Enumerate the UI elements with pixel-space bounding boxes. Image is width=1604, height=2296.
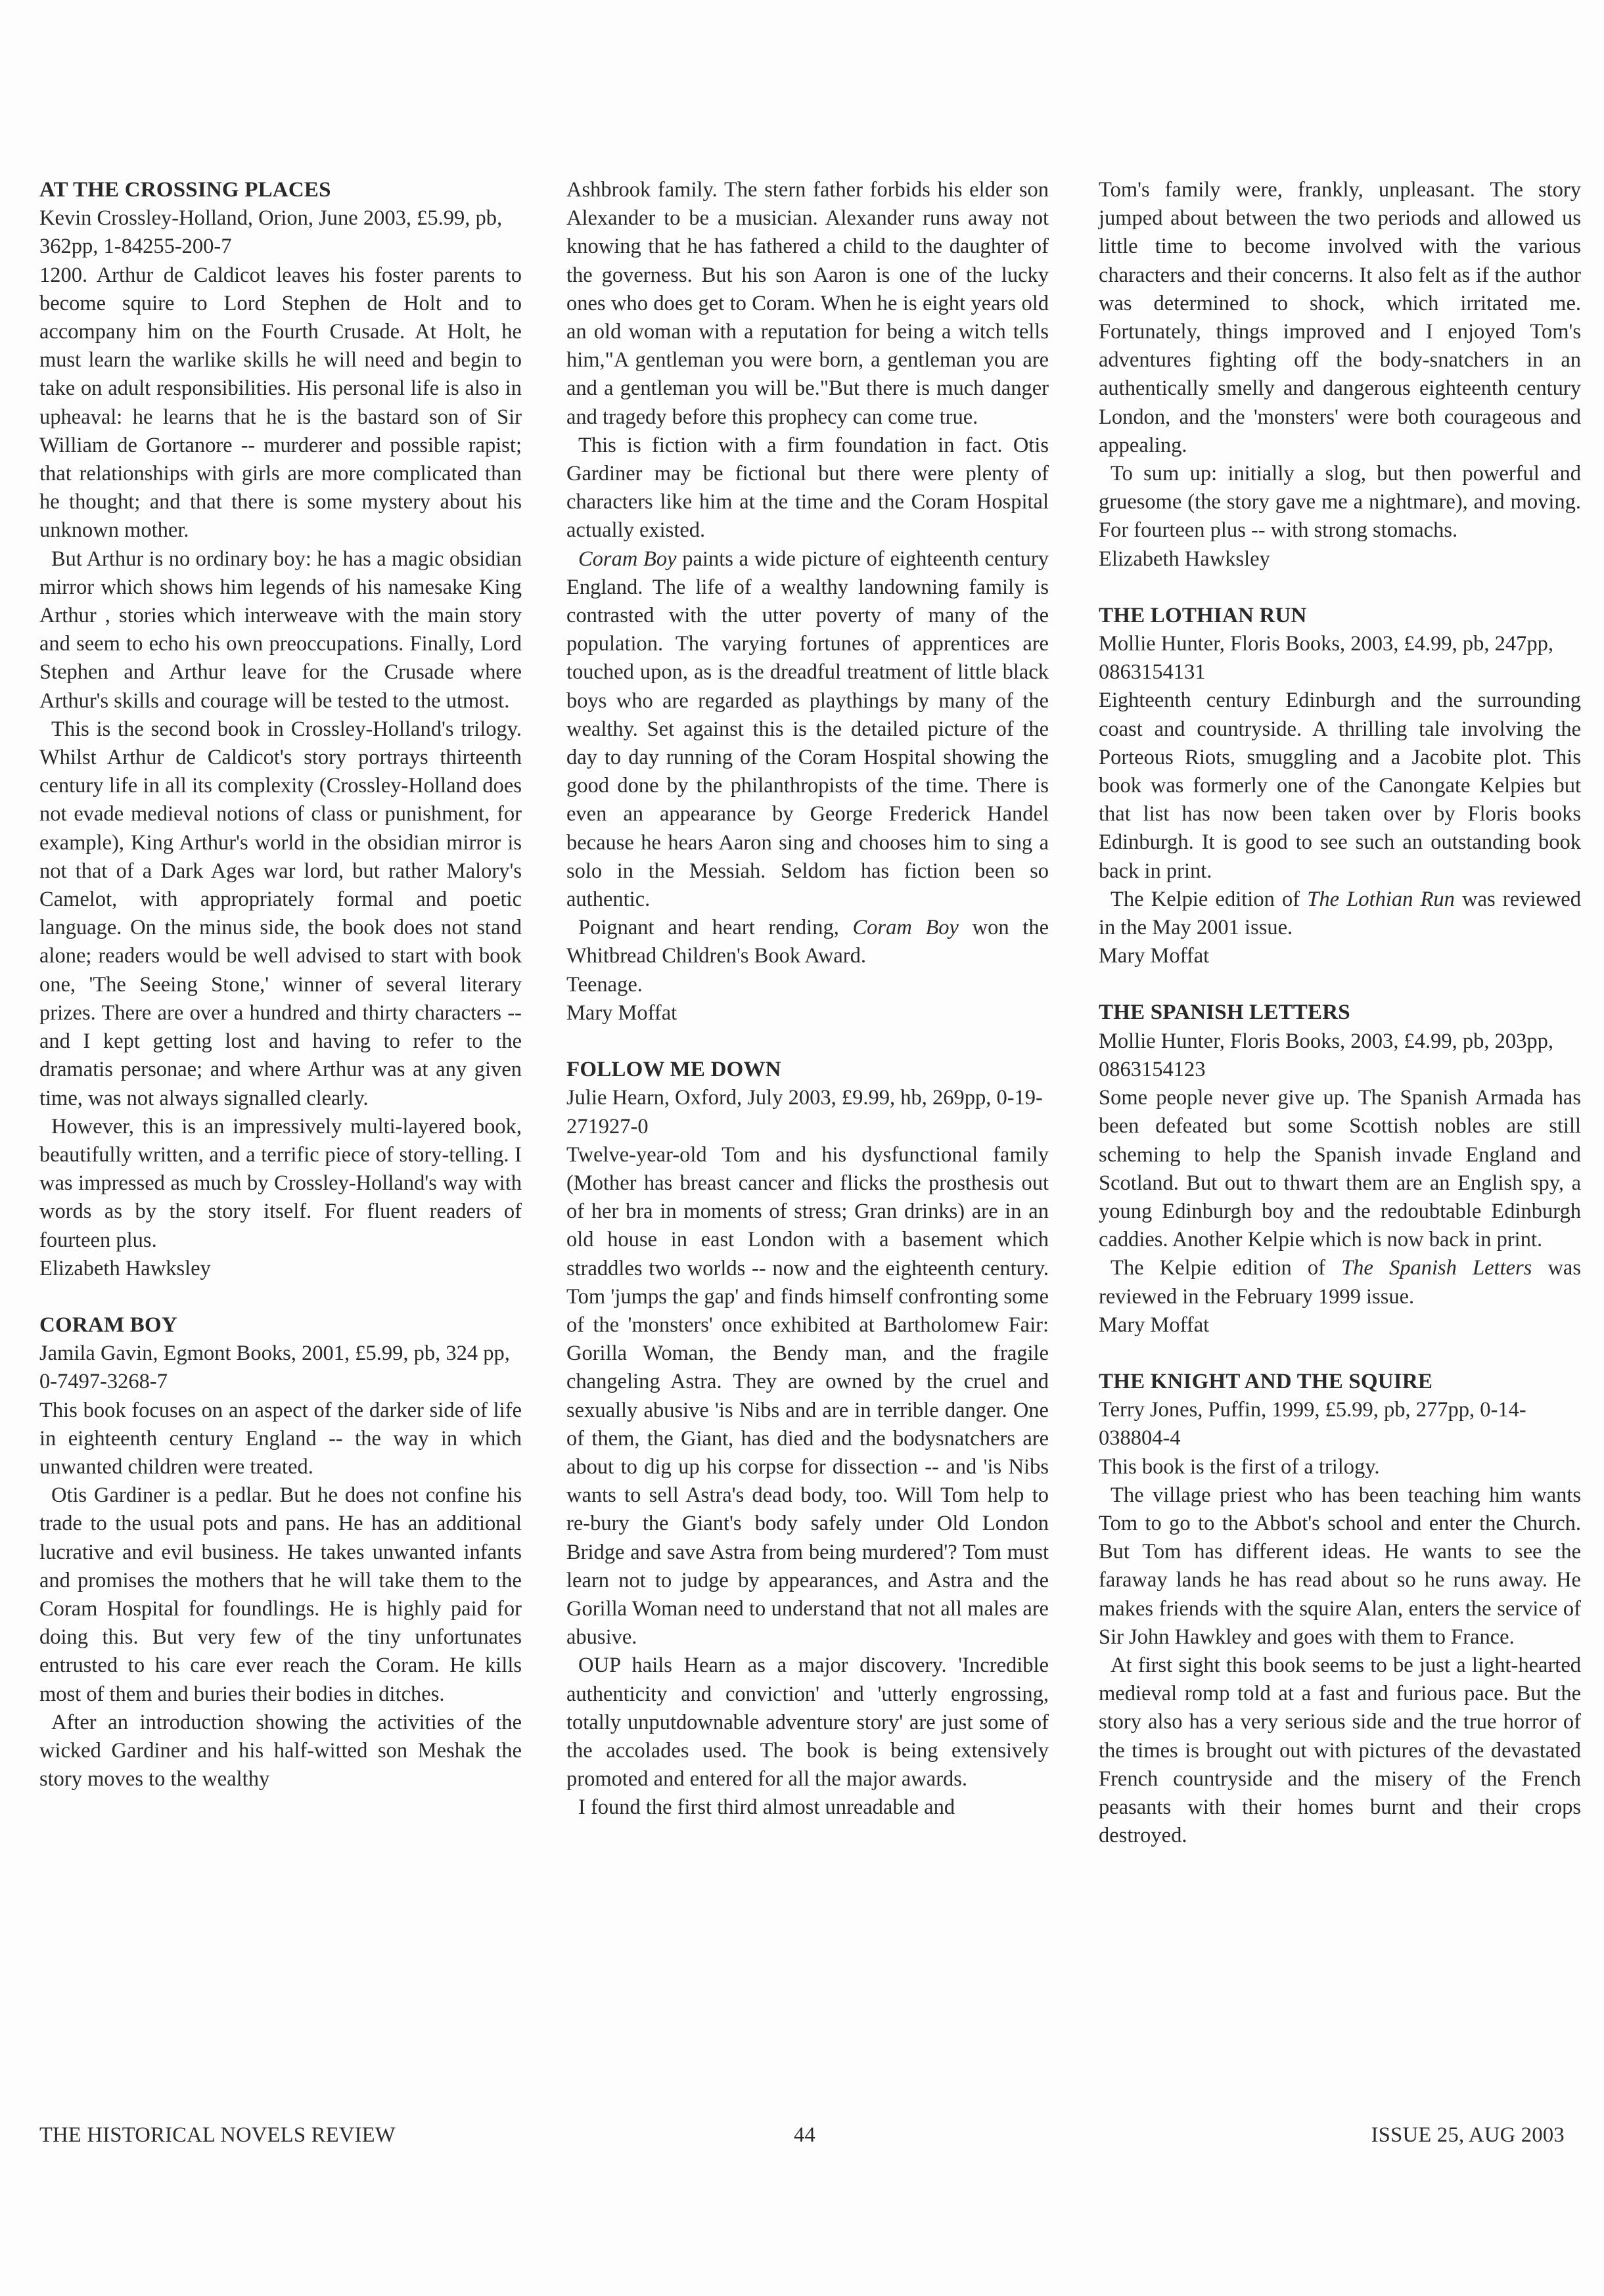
- review-paragraph: Eighteenth century Edinburgh and the surrounding coast and countryside. A thrilling tale involving the Porteous Riots, smuggling and a Jacobite plot. This book was formerly one of the Canongate Kelpies but that list has now been taken over by Floris books Edinburgh. It is good to see such an outstanding book back in print.: [1099, 688, 1581, 883]
- review-paragraph: Ashbrook family. The stern father forbids his elder son Alexander to be a musician. Alexander runs away not knowing that he has fathered a child to the daughter of the governess. But his son Aaron is one of the lucky ones who does get to Coram. When he is eight years old an old woman with a reputation for being a witch tells him,"A gentleman you were born, a gentleman you are and a gentleman you will be."But there is much danger and tragedy before this prophecy can come true.: [566, 178, 1049, 429]
- review-paragraph: This is the second book in Crossley-Holland's trilogy. Whilst Arthur de Caldicot's story portrays thirteenth century life in all its complexity (Crossley-Holland does not evade medieval notions of class or punishment, for example), King Arthur's world in the obsidian mirror is not that of a Dark Ages war lord, but rather Malory's Camelot, with appropriately formal and poetic language. On the minus side, the book does not stand alone; readers would be well advised to start with book one, 'The Seeing Stone,' winner of several literary prizes. There are over a hundred and thirty characters -- and I kept getting lost and having to refer to the dramatis personae; and where Arthur was at any given time, was not always signalled clearly.: [39, 717, 522, 1110]
- review-paragraph: Coram Boy paints a wide picture of eighteenth century England. The life of a wealthy landowning family is contrasted with the utter poverty of many of the population. The varying fortunes of apprentices are touched upon, as is the dreadful treatment of little black boys who are regarded as playthings by many of the wealthy. Set against this is the detailed picture of the day to day running of the Coram Hospital showing the good done by the philanthropists of the time. There is even an appearance by George Frederick Handel because he hears Aaron sing and chooses him to sing a solo in the Messiah. Seldom has fiction been so authentic.: [566, 547, 1049, 912]
- review-block: [1099, 176, 1581, 574]
- review-paragraph: After an introduction showing the activities of the wicked Gardiner and his half-witted son Meshak the story moves to the wealthy: [39, 1710, 522, 1791]
- review-paragraph: To sum up: initially a slog, but then powerful and gruesome (the story gave me a nightmare), and moving. For fourteen plus -- with strong stomachs.: [1099, 462, 1581, 543]
- review-block: [1099, 1368, 1581, 1850]
- review-paragraph: Poignant and heart rending, Coram Boy won the Whitbread Children's Book Award.: [566, 916, 1049, 968]
- book-details: Terry Jones, Puffin, 1999, £5.99, pb, 277pp, 0-14-038804-4: [1099, 1398, 1526, 1451]
- review-paragraph: Tom's family were, frankly, unpleasant. The story jumped about between the two periods and allowed us little time to become involved with the various characters and their concerns. It also felt as if the author was determined to shock, which irritated me. Fortunately, things improved and I enjoyed Tom's adventures fighting off the body-snatchers in an authentically smelly and dangerous eighteenth century London, and the 'monsters' were both courageous and appealing.: [1099, 178, 1581, 457]
- review-block: [566, 1056, 1049, 1822]
- column-middle: [566, 176, 1049, 1851]
- review-paragraph: This book is the first of a trilogy.: [1099, 1454, 1380, 1479]
- review-block: [1099, 602, 1581, 971]
- review-paragraph: This book focuses on an aspect of the darker side of life in eighteenth century England -- the way in which unwanted children were treated.: [39, 1398, 522, 1479]
- review-byline: Mary Moffat: [1099, 944, 1210, 968]
- review-paragraph: The village priest who has been teaching him wants Tom to go to the Abbot's school and enter the Church. But Tom has different ideas. He wants to see the faraway lands he has read about so he runs away. He makes friends with the squire Alan, enters the service of Sir John Hawkley and goes with them to France.: [1099, 1483, 1581, 1649]
- review-paragraph: But Arthur is no ordinary boy: he has a magic obsidian mirror which shows him legends of his namesake King Arthur , stories which interweave with the main story and seem to echo his own preoccupations. Finally, Lord Stephen and Arthur leave for the Crusade where Arthur's skills and courage will be tested to the utmost.: [39, 547, 522, 713]
- review-paragraph: However, this is an impressively multi-layered book, beautifully written, and a terrific piece of story-telling. I was impressed as much by Crossley-Holland's way with words as by the story itself. For fluent readers of fourteen plus.: [39, 1114, 522, 1252]
- review-paragraph: Twelve-year-old Tom and his dysfunctional family (Mother has breast cancer and flicks the prosthesis out of her bra in moments of stress; Gran drinks) are in an old house in east London with a basement which straddles two worlds -- now and the eighteenth century. Tom 'jumps the gap' and finds himself confronting some of the 'monsters' once exhibited at Bartholomew Fair: Gorilla Woman, the Bendy man, and the fragile changeling Astra. They are owned by the cruel and sexually abusive 'is Nibs and are in terrible danger. One of them, the Giant, has died and the bodysnatchers are about to dig up his corpse for dissection -- and 'is Nibs wants to sell Astra's dead body, too. Will Tom help to re-bury the Giant's body safely under Old London Bridge and save Astra from being murdered'? Tom must learn not to judge by appearances, and Astra and the Gorilla Woman need to understand that not all males are abusive.: [566, 1142, 1049, 1650]
- review-title: AT THE CROSSING PLACES: [39, 178, 331, 202]
- review-paragraph: 1200. Arthur de Caldicot leaves his foster parents to become squire to Lord Stephen de Holt and to accompany him on the Fourth Crusade. At Holt, he must learn the warlike skills he will need and begin to take on adult responsibilities. His personal life is also in upheaval: he learns that he is the bastard son of Sir William de Gortanore -- murderer and possible rapist; that relationships with girls are more complicated than he thought; and that there is some mystery about his unknown mother.: [39, 263, 522, 543]
- book-details: Julie Hearn, Oxford, July 2003, £9.99, hb, 269pp, 0-19-271927-0: [566, 1086, 1043, 1138]
- review-byline: Elizabeth Hawksley: [39, 1256, 211, 1280]
- review-paragraph: At first sight this book seems to be just a light-hearted medieval romp told at a fast and furious pace. But the story also has a very serious side and the true horror of the times is brought out with pictures of the devastated French countryside and the misery of the French peasants with their homes burnt and their crops destroyed.: [1099, 1653, 1581, 1848]
- book-details: Mollie Hunter, Floris Books, 2003, £4.99, pb, 247pp, 0863154131: [1099, 632, 1554, 685]
- column-right: [1099, 176, 1581, 1878]
- footer-page-number: 44: [794, 2123, 816, 2147]
- review-title: CORAM BOY: [39, 1313, 177, 1337]
- book-details: Mollie Hunter, Floris Books, 2003, £4.99, pb, 203pp, 0863154123: [1099, 1029, 1554, 1081]
- book-details: Jamila Gavin, Egmont Books, 2001, £5.99, pb, 324 pp, 0-7497-3268-7: [39, 1341, 510, 1394]
- review-paragraph: Some people never give up. The Spanish Armada has been defeated but some Scottish nobles are still scheming to help the Spanish invade England and Scotland. But out to thwart them are an English spy, a young Edinburgh boy and the redoubtable Edinburgh caddies. Another Kelpie which is now back in print.: [1099, 1086, 1581, 1252]
- review-paragraph: The Kelpie edition of The Spanish Letters was reviewed in the February 1999 issue.: [1099, 1256, 1581, 1309]
- review-paragraph: The Kelpie edition of The Lothian Run was reviewed in the May 2001 issue.: [1099, 887, 1581, 940]
- review-byline: Teenage.: [566, 972, 643, 997]
- review-byline: Mary Moffat: [1099, 1313, 1210, 1337]
- footer-issue: ISSUE 25, AUG 2003: [1371, 2123, 1565, 2147]
- review-block: [39, 176, 522, 1283]
- review-block: [566, 176, 1049, 1027]
- review-block: [39, 1311, 522, 1793]
- review-block: [1099, 999, 1581, 1339]
- review-paragraph: Otis Gardiner is a pedlar. But he does not confine his trade to the usual pots and pans. He has an additional lucrative and evil business. He takes unwanted infants and promises the mothers that he will take them to the Coram Hospital for foundlings. He is highly paid for doing this. But very few of the tiny unfortunates entrusted to his care ever reach the Coram. He kills most of them and buries their bodies in ditches.: [39, 1483, 522, 1706]
- review-title: FOLLOW ME DOWN: [566, 1058, 781, 1082]
- column-left: [39, 176, 522, 1822]
- review-byline: Mary Moffat: [566, 1001, 677, 1025]
- review-title: THE SPANISH LETTERS: [1099, 1001, 1350, 1025]
- book-details: Kevin Crossley-Holland, Orion, June 2003, £5.99, pb, 362pp, 1-84255-200-7: [39, 206, 503, 259]
- review-paragraph: This is fiction with a firm foundation in fact. Otis Gardiner may be fictional but there were plenty of characters like him at the time and the Coram Hospital actually existed.: [566, 433, 1049, 543]
- footer-publication: THE HISTORICAL NOVELS REVIEW: [39, 2123, 396, 2147]
- review-title: THE LOTHIAN RUN: [1099, 603, 1307, 627]
- review-paragraph: I found the first third almost unreadable and: [578, 1795, 955, 1820]
- review-title: THE KNIGHT AND THE SQUIRE: [1099, 1369, 1433, 1393]
- review-paragraph: OUP hails Hearn as a major discovery. 'Incredible authenticity and conviction' and 'utterly engrossing, totally unputdownable adventure story' are just some of the accolades used. The book is being extensively promoted and entered for all the major awards.: [566, 1654, 1049, 1791]
- review-byline: Elizabeth Hawksley: [1099, 547, 1270, 571]
